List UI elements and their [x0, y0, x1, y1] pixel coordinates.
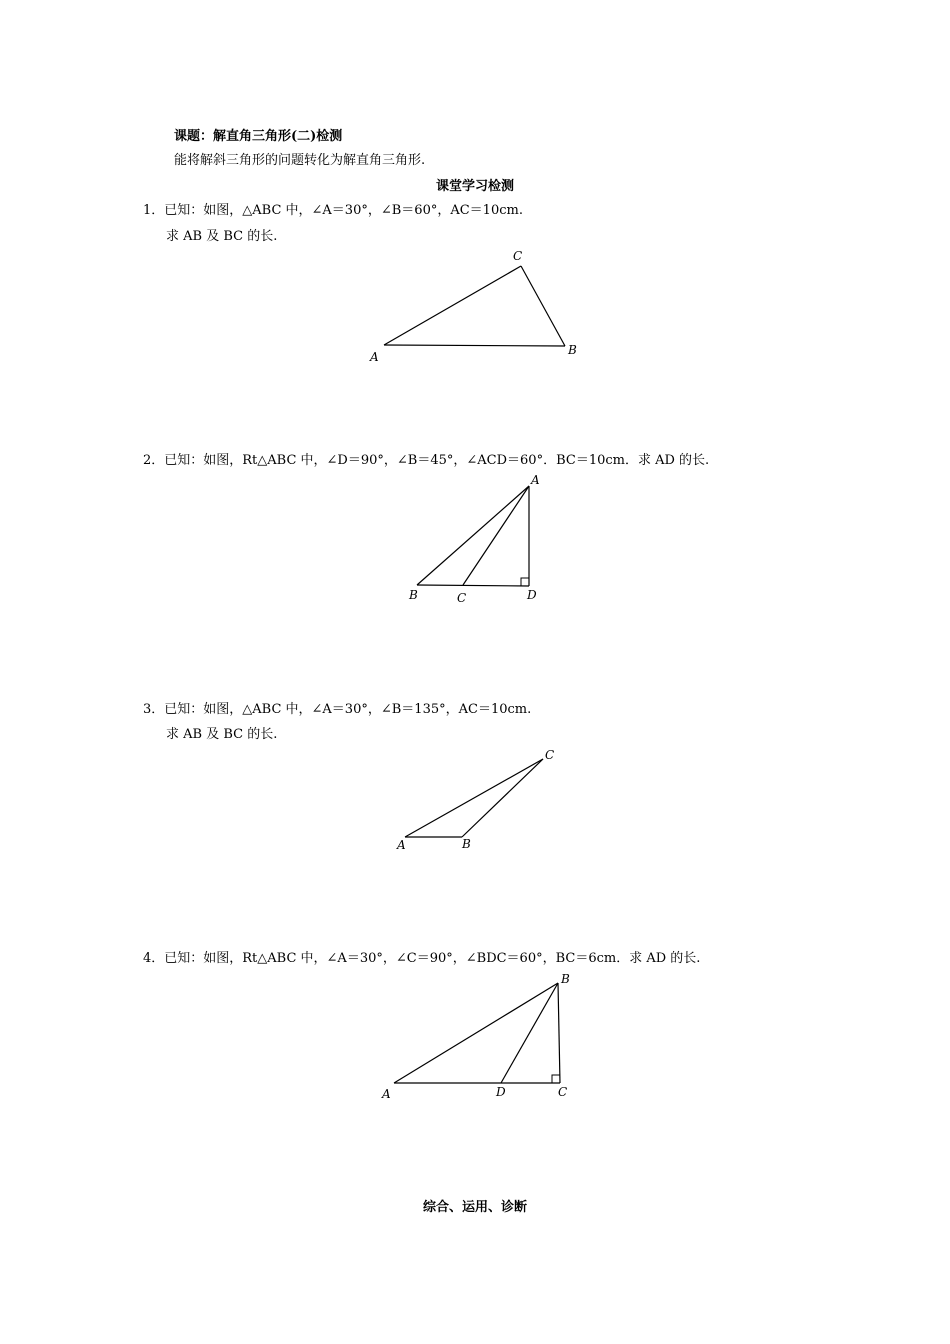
page-title: 课题：解直角三角形(二)检测 — [174, 129, 343, 144]
problem-3-question: 求 AB 及 BC 的长. — [166, 727, 278, 742]
fig2-label-a: A — [531, 473, 540, 487]
fig2-label-d: D — [527, 588, 537, 602]
fig3-label-a: A — [397, 838, 406, 852]
section-heading-comprehensive: 综合、运用、诊断 — [422, 1200, 527, 1215]
fig4-label-a: A — [382, 1087, 391, 1101]
problem-3-statement: 3．已知：如图，△ABC 中，∠A＝30°，∠B＝135°，AC＝10cm. — [143, 702, 532, 717]
fig1-label-c: C — [513, 249, 523, 263]
problem-2-statement: 2．已知：如图，Rt△ABC 中，∠D＝90°，∠B＝45°，∠ACD＝60°．BC＝10cm．求 AD 的长. — [143, 453, 710, 468]
problem-1-statement: 1．已知：如图，△ABC 中，∠A＝30°，∠B＝60°，AC＝10cm. — [143, 203, 523, 218]
fig3-label-b: B — [462, 837, 471, 851]
fig4-side-bc — [558, 983, 560, 1083]
fig3-label-c: C — [545, 748, 555, 762]
problem-1-question: 求 AB 及 BC 的长. — [166, 229, 278, 244]
fig4-label-b: B — [561, 972, 570, 986]
fig1-label-b: B — [568, 343, 577, 357]
fig4-label-d: D — [496, 1085, 506, 1099]
fig4-side-ab — [394, 983, 558, 1083]
fig4-label-c: C — [558, 1085, 568, 1099]
section-heading-classroom-test: 课堂学习检测 — [435, 179, 514, 194]
problem-4-statement: 4．已知：如图，Rt△ABC 中，∠A＝30°，∠C＝90°，∠BDC＝60°，BC＝6cm．求 AD 的长. — [143, 951, 701, 966]
fig4-right-angle-mark — [552, 1075, 560, 1083]
fig4-segment-db — [501, 983, 558, 1083]
fig2-label-c: C — [457, 591, 467, 605]
fig2-label-b: B — [409, 588, 418, 602]
learning-objective: 能将解斜三角形的问题转化为解直角三角形. — [174, 153, 426, 168]
fig1-label-a: A — [370, 350, 379, 364]
